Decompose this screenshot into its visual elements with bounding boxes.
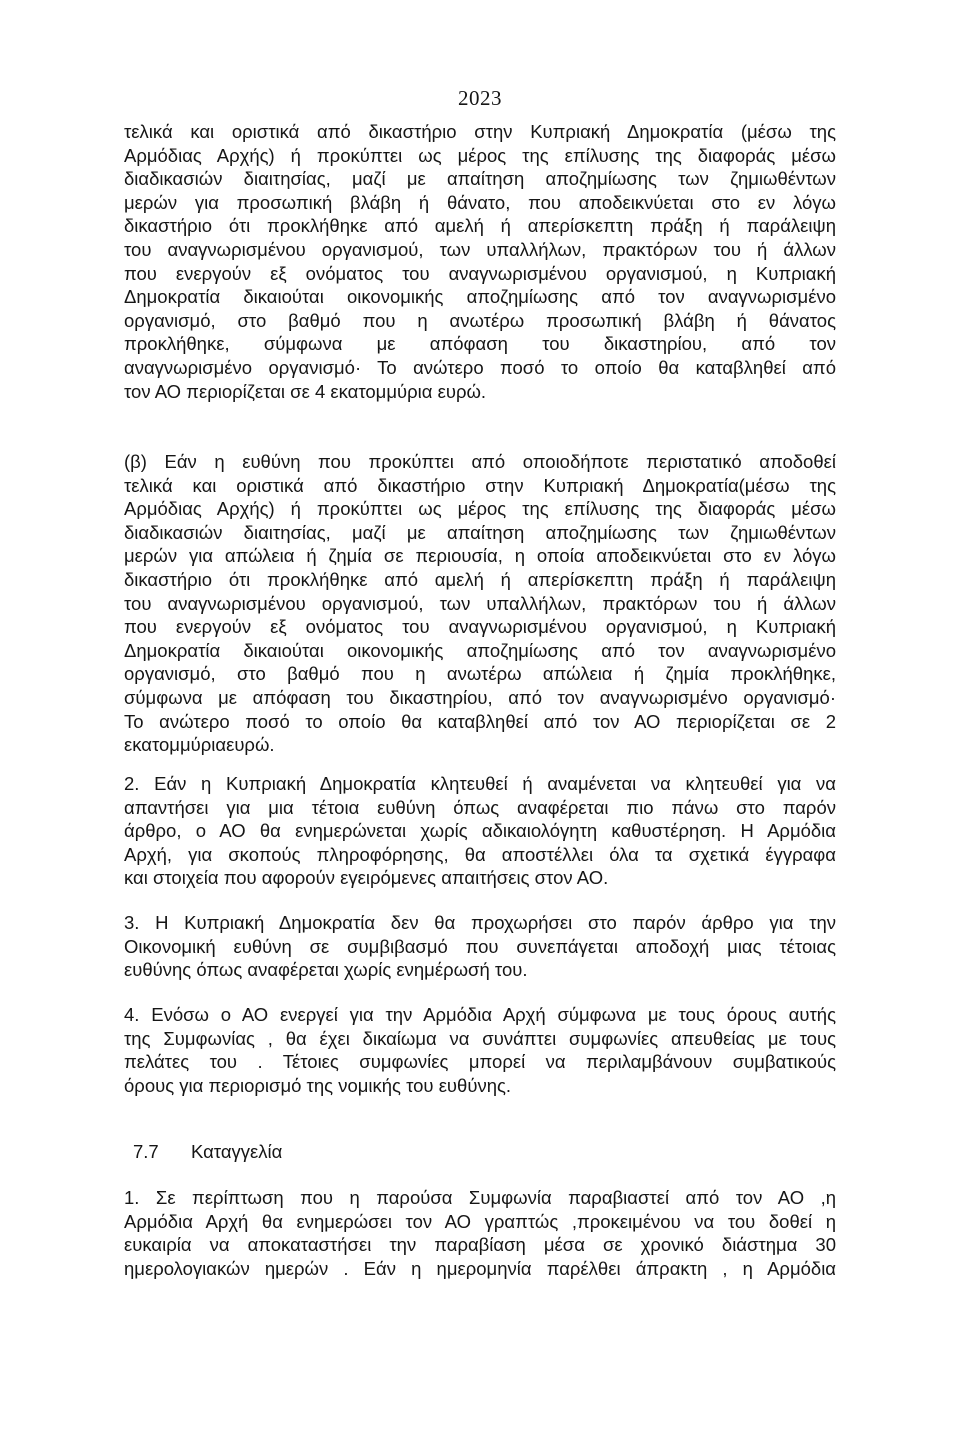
text-line: που ενεργούν εξ ονόματος του αναγνωρισμένου οργανισμού, η Κυπριακή: [124, 616, 836, 638]
text-line: οργανισμό, στο βαθμό που η ανωτέρω απώλεια ή ζημία προκλήθηκε,: [124, 663, 836, 685]
text-line: Αρμόδια Αρχή θα ενημερώσει τον ΑΟ γραπτώς ,προκειμένου να του δοθεί η: [124, 1210, 836, 1232]
text-line: 3. Η Κυπριακή Δημοκρατία δεν θα προχωρήσει στο παρόν άρθρο για την: [124, 912, 836, 933]
text-line: Αρχή, για σκοπούς πληροφόρησης, θα αποστέλλει όλα τα σχετικά έγγραφα: [124, 843, 836, 865]
text-line: άρθρο, ο ΑΟ θα ενημερώνεται χωρίς αδικαιολόγητη καθυστέρηση. Η Αρμόδια: [124, 820, 836, 842]
text-line: μερών για προσωπική βλάβη ή θάνατο, που αποδεικνύεται στο εν λόγω: [124, 191, 836, 213]
text-line: του αναγνωρισμένου οργανισμού, των υπαλλήλων, πρακτόρων του ή άλλων: [124, 238, 836, 260]
page-number: 2023: [458, 86, 502, 110]
text-line: Αρμόδιας Αρχής) ή προκύπτει ως μέρος της επίλυσης της διαφοράς μέσω: [124, 144, 836, 166]
text-line: αναγνωρισμένο οργανισμό· Το ανώτερο ποσό το οποίο θα καταβληθεί από: [124, 356, 836, 378]
text-line: τελικά και οριστικά από δικαστήριο στην Κυπριακή Δημοκρατία (μέσω της: [124, 121, 836, 142]
text-line: Δημοκρατία δικαιούται οικονομικής αποζημίωσης από τον αναγνωρισμένο: [124, 639, 836, 661]
section-number: 7.7: [133, 1141, 159, 1162]
text-line: μερών για απώλεια ή ζημία σε περιουσία, η οποία αποδεικνύεται στο εν λόγω: [124, 545, 836, 567]
text-line: 2. Εάν η Κυπριακή Δημοκρατία κλητευθεί ή αναμένεται να κλητευθεί για να: [124, 773, 836, 794]
text-line: εκατομμύριαευρώ.: [124, 734, 275, 756]
text-line: απαντήσει για μια τέτοια ευθύνη όπως αναφέρεται πιο πάνω στο παρόν: [124, 796, 836, 818]
text-line: (β) Εάν η ευθύνη που προκύπτει από οποιοδήποτε περιστατικό αποδοθεί: [124, 451, 836, 472]
text-line: της Συμφωνίας , θα έχει δικαίωμα να συνάπτει συμφωνίες απευθείας με τους: [124, 1027, 836, 1049]
text-line: ευθύνης όπως αναφέρεται χωρίς ενημέρωσή του.: [124, 959, 528, 981]
text-line: Αρμόδιας Αρχής) ή προκύπτει ως μέρος της επίλυσης της διαφοράς μέσω: [124, 498, 836, 520]
text-line: διαδικασιών διαιτησίας, μαζί με απαίτηση αποζημίωσης των ζημιωθέντων: [124, 521, 836, 543]
text-line: Δημοκρατία δικαιούται οικονομικής αποζημίωσης από τον αναγνωρισμένο: [124, 286, 836, 308]
section-heading: [133, 1140, 282, 1164]
text-line: 1. Σε περίπτωση που η παρούσα Συμφωνία παραβιαστεί από τον ΑΟ ,η: [124, 1187, 836, 1208]
text-line: δικαστήριο ότι προκλήθηκε από αμελή ή απερίσκεπτη πράξη ή παράλειψη: [124, 215, 836, 237]
paragraph-b: [124, 450, 836, 757]
text-line: διαδικασιών διαιτησίας, μαζί με απαίτηση αποζημίωσης των ζημιωθέντων: [124, 168, 836, 190]
text-line: του αναγνωρισμένου οργανισμού, των υπαλλήλων, πρακτόρων του ή άλλων: [124, 592, 836, 614]
text-line: πελάτες του . Τέτοιες συμφωνίες μπορεί να περιλαμβάνουν συμβατικούς: [124, 1051, 836, 1073]
text-line: τελικά και οριστικά από δικαστήριο στην Κυπριακή Δημοκρατία(μέσω της: [124, 474, 836, 496]
text-line: ευκαιρία να αποκαταστήσει την παραβίαση μέσα σε χρονικό διάστημα 30: [124, 1234, 836, 1256]
text-line: Το ανώτερο ποσό το οποίο θα καταβληθεί από τον ΑΟ περιορίζεται σε 2: [124, 710, 836, 732]
text-line: Οικονομική ευθύνη σε συμβιβασμό που συνεπάγεται αποδοχή μιας τέτοιας: [124, 935, 836, 957]
paragraph-a-continued: [124, 120, 836, 403]
paragraph-2: [124, 772, 836, 890]
paragraph-4: [124, 1003, 836, 1097]
text-line: όρους για περιορισμό της νομικής του ευθύνης.: [124, 1074, 512, 1096]
text-line: σύμφωνα με απόφαση του δικαστηρίου, από τον αναγνωρισμένο οργανισμό·: [124, 686, 836, 708]
text-line: τον ΑΟ περιορίζεται σε 4 εκατομμύρια ευρώ.: [124, 380, 487, 402]
text-line: που ενεργούν εξ ονόματος του αναγνωρισμένου οργανισμού, η Κυπριακή: [124, 262, 836, 284]
paragraph-termination-1: [124, 1186, 836, 1280]
text-line: 4. Ενόσω ο ΑΟ ενεργεί για την Αρμόδια Αρχή σύμφωνα με τους όρους αυτής: [124, 1004, 836, 1025]
text-line: προκλήθηκε, σύμφωνα με απόφαση του δικαστηρίου, από τον: [124, 333, 836, 355]
text-line: ημερολογιακών ημερών . Εάν η ημερομηνία παρέλθει άπρακτη , η Αρμόδια: [124, 1257, 836, 1279]
text-line: δικαστήριο ότι προκλήθηκε από αμελή ή απερίσκεπτη πράξη ή παράλειψη: [124, 568, 836, 590]
paragraph-3: [124, 911, 836, 982]
section-title: Καταγγελία: [191, 1141, 283, 1162]
text-line: και στοιχεία που αφορούν εγειρόμενες απαιτήσεις στον ΑΟ.: [124, 867, 609, 889]
text-line: οργανισμό, στο βαθμό που η ανωτέρω προσωπική βλάβη ή θάνατος: [124, 309, 836, 331]
